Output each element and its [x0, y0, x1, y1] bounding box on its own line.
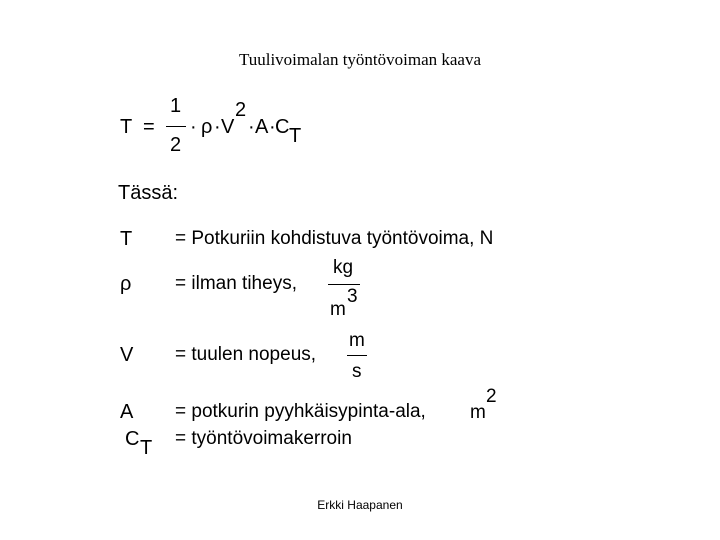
formula-equals: =: [143, 116, 155, 138]
formula-fraction-denominator: 2: [170, 134, 182, 156]
unit-denominator-exponent: 3: [347, 286, 358, 307]
definition-text: = ilman tiheys,: [175, 273, 297, 294]
definition-text: = tuulen nopeus,: [175, 344, 317, 365]
definition-text: = potkurin pyyhkäisypinta-ala,: [175, 401, 426, 422]
unit-numerator: kg: [333, 257, 354, 278]
definition-symbol: ρ: [120, 273, 132, 295]
area-unit-exponent: 2: [486, 386, 497, 407]
formula-fraction-bar: [166, 126, 186, 127]
formula-dot: ·: [269, 116, 276, 138]
formula-c-subscript: T: [289, 125, 302, 147]
definition-symbol: V: [120, 344, 134, 366]
page-title: Tuulivoimalan työntövoiman kaava: [238, 50, 482, 69]
unit-denominator: s: [352, 361, 362, 382]
formula-v-exponent: 2: [235, 99, 247, 121]
unit-fraction-bar: [347, 355, 367, 356]
formula-lhs: T: [120, 116, 133, 138]
unit-fraction-bar: [328, 284, 360, 285]
intro-label: Tässä:: [118, 182, 179, 204]
definition-symbol-subscript: T: [140, 437, 153, 459]
formula-dot: ·: [214, 116, 221, 138]
area-unit: m: [470, 402, 486, 423]
unit-numerator: m: [349, 330, 365, 351]
definition-symbol: C: [125, 428, 140, 450]
formula-a: A: [255, 116, 269, 138]
formula-v: V: [221, 116, 235, 138]
formula-fraction-numerator: 1: [170, 95, 182, 117]
definition-text: = Potkuriin kohdistuva työntövoima, N: [175, 228, 494, 249]
definition-text: = työntövoimakerroin: [175, 428, 352, 449]
footer-author: Erkki Haapanen: [317, 498, 403, 512]
formula-dot: ·: [190, 116, 197, 138]
unit-denominator: m: [330, 299, 346, 320]
formula-dot: ·: [248, 116, 255, 138]
formula-rho: ρ: [201, 116, 213, 138]
definition-symbol: A: [120, 401, 134, 423]
formula-c: C: [275, 116, 290, 138]
definition-symbol: T: [120, 228, 133, 250]
